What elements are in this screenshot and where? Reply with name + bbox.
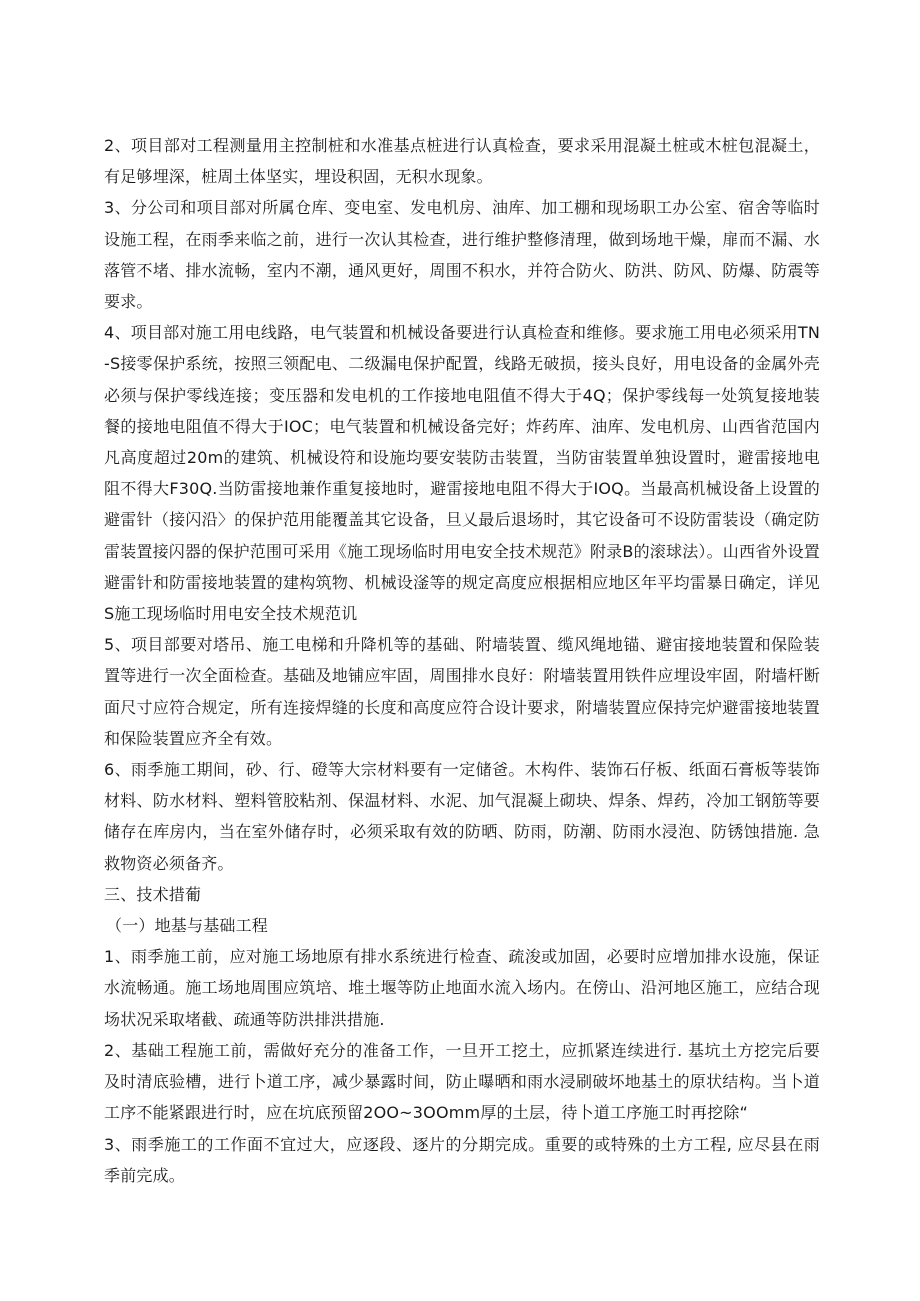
paragraph-item-2: 2、项目部对工程测量用主控制桩和水准基点桩进行认真检查，要求采用混凝土桩或木桩包混凝土，有足够埋深，桩周土体坚实，埋设积固，无积水现象。 xyxy=(104,136,820,187)
measure-item-3: 3、雨季施工的工作面不宜过大，应逐段、逐片的分期完成。重要的或特殊的土方工程, 应尽县在雨季前完成。 xyxy=(104,1134,820,1185)
measure-item-2: 2、基础工程施工前，需做好充分的准备工作，一旦开工挖土，应抓紧连续进行. 基坑土方挖完后要及时清底验槽，进行卜道工序，减少暴露时间，防止曝晒和雨水浸刷破坏地基土的原状结构。当卜道工序不能紧跟进行时，应在坑底预留2OO~3OOmm厚的土层，待卜道工序施工时再挖除“ xyxy=(104,1040,820,1123)
document-body xyxy=(104,130,820,1191)
paragraph-item-4: 4、项目部对施工用电线路，电气装置和机械设备要进行认真检查和维修。要求施工用电必须采用TN-S接零保护系统，按照三领配电、二级漏电保护配置，线路无破损，接头良好，用电设备的金属外壳必须与保护零线连接；变压器和发电机的工作接地电阻值不得大于4Q；保护零线每一处筑复接地装餐的接地电阻值不得大于IOC；电气装置和机械设备完好；炸药库、油库、发电机房、山西省范国内凡高度超过20m的建筑、机械设符和设施均要安装防击装置，当防宙装置单独设置时，避雷接地电阻不得大F30Q.当防雷接地兼作重复接地时，避雷接地电阻不得大于IOQ。当最高机械设备上设置的避雷针（接闪沿〉的保护范用能覆盖其它设备，旦乂最后退场时，其它设备可不设防雷装设（确定防雷装置接闪器的保护范围可采用《施工现场临时用电安全技术规范》附录B的滚球法）。山西省外设置避雷针和防雷接地装置的建构筑物、机械设滏等的规定高度应根据相应地区年平均雷暴日确定，详见S施工现场临时用电安全技术规范讥 xyxy=(104,323,820,624)
section-heading: 三、技术措葡 xyxy=(104,884,202,904)
paragraph-item-6: 6、雨季施工期间，砂、行、磴等大宗材料要有一定储爸。木构件、装饰石仔板、纸面石膏板等装饰材料、防水材料、塑料管胶粘剂、保温材料、水泥、加气混凝上砌块、焊条、焊药，冷加工钢筋等要储存在库房内，当在室外储存时，必须采取有效的防晒、防雨，防潮、防雨水浸泡、防锈蚀措施. 急救物资必须备齐。 xyxy=(104,760,820,873)
paragraph-item-3: 3、分公司和项目部对所属仓库、变电室、发电机房、油库、加工棚和现场职工办公室、宿舍等临时设施工程，在雨季来临之前，进行一次认其检查，进行维护整修清理，做到场地干燥，扉而不漏、水落管不堵、排水流畅，室内不潮，通风更好，周围不积水，并符合防火、防洪、防风、防爆、防震等要求。 xyxy=(104,198,820,312)
paragraph-item-5: 5、项目部要对塔吊、施工电梯和升降机等的基础、附墙装置、缆风绳地锚、避宙接地装置和保险装置等进行一次全面检查。基础及地铺应牢固，周围排水良好：附墙装置用铁件应埋设牢固，附墙杆断面尺寸应符合规定，所有连接焊缝的长度和高度应符合设计要求，附墙装置应保持完炉避雷接地装置和保险装置应齐全有效。 xyxy=(104,635,820,748)
sub-heading: （一）地基与基础工程 xyxy=(106,916,269,936)
measure-item-1: 1、雨季施工前，应对施工场地原有排水系统进行检查、疏浚或加固，必要时应增加排水设施，保证水流畅通。施工场地周围应筑培、堆土堰等防止地面水流入场内。在傍山、沿河地区施工，应结合现场状况采取堵截、疏通等防洪排洪措施. xyxy=(104,947,820,1029)
